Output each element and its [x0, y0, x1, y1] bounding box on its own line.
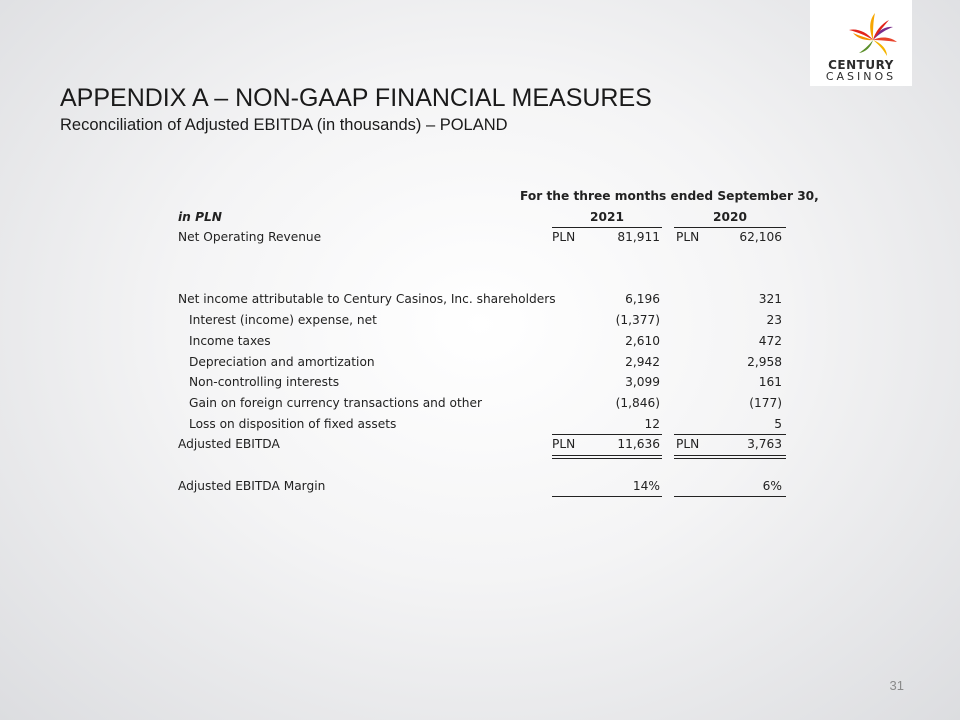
value-2021: 12 [644, 416, 660, 431]
table-row-adjusted-ebitda [178, 434, 786, 455]
value-2021: 2,610 [625, 333, 660, 348]
table-row-interest [178, 310, 786, 331]
value-2020: 23 [766, 313, 782, 328]
value-2021: 14% [632, 478, 660, 493]
table-row-net-income [178, 289, 786, 310]
year-header-2020: 2020 [713, 209, 747, 224]
value-2020: (177) [749, 395, 782, 410]
table-row-loss-disposition [178, 414, 786, 435]
value-2020: 2,958 [747, 354, 782, 369]
value-2020: 472 [758, 333, 782, 348]
value-2020: 6% [762, 478, 782, 493]
table-header-years [178, 207, 786, 228]
table-header-period [178, 186, 819, 207]
row-label: Non-controlling interests [189, 375, 340, 390]
table-row-ebitda-margin [178, 476, 786, 497]
row-label: Adjusted EBITDA Margin [178, 478, 326, 493]
logo-text-century: CENTURY [828, 58, 894, 72]
currency-header: in PLN [178, 209, 222, 224]
logo-text-casinos: CASINOS [825, 70, 897, 83]
row-label: Gain on foreign currency transactions and other [189, 395, 482, 410]
spacer-row [178, 455, 786, 476]
row-label: Net income attributable to Century Casinos, Inc. shareholders [178, 292, 556, 307]
table-row-income-taxes [178, 331, 786, 352]
table-row-fx-gain [178, 393, 786, 414]
value-2021: (1,377) [615, 313, 660, 328]
value-2021: 11,636 [617, 437, 660, 452]
currency-2020: PLN [676, 230, 700, 245]
row-label: Interest (income) expense, net [189, 313, 377, 328]
value-2021: 81,911 [617, 230, 660, 245]
currency-2021: PLN [552, 230, 576, 245]
value-2020: 62,106 [739, 230, 782, 245]
margin-rule-2 [674, 496, 786, 497]
margin-rule-1 [552, 496, 662, 497]
row-label: Income taxes [189, 333, 271, 348]
table-row-net-operating-revenue [178, 227, 786, 248]
value-2020: 3,763 [747, 437, 782, 452]
table-row-non-controlling [178, 372, 786, 393]
currency-2020: PLN [676, 437, 700, 452]
period-header: For the three months ended September 30, [520, 189, 819, 203]
value-2020: 5 [774, 416, 782, 431]
year-header-2021: 2021 [590, 209, 624, 224]
row-label: Loss on disposition of fixed assets [189, 416, 397, 431]
page-number: 31 [889, 678, 904, 693]
company-logo [810, 0, 912, 86]
value-2020: 321 [758, 292, 782, 307]
row-label: Net Operating Revenue [178, 230, 322, 245]
value-2021: 6,196 [625, 292, 660, 307]
currency-2021: PLN [552, 437, 576, 452]
slide-subtitle: Reconciliation of Adjusted EBITDA (in thousands) – POLAND [60, 116, 508, 134]
row-label: Adjusted EBITDA [178, 437, 280, 452]
spacer-row [178, 269, 786, 290]
value-2021: 2,942 [625, 354, 660, 369]
value-2020: 161 [758, 375, 782, 390]
slide-title: APPENDIX A – NON-GAAP FINANCIAL MEASURES [60, 84, 652, 112]
row-label: Depreciation and amortization [189, 354, 375, 369]
table-row-depreciation [178, 352, 786, 373]
value-2021: (1,846) [615, 395, 660, 410]
reconciliation-table [178, 186, 819, 496]
starburst-logo-icon [810, 0, 912, 60]
value-2021: 3,099 [625, 375, 660, 390]
spacer-row [178, 248, 786, 269]
